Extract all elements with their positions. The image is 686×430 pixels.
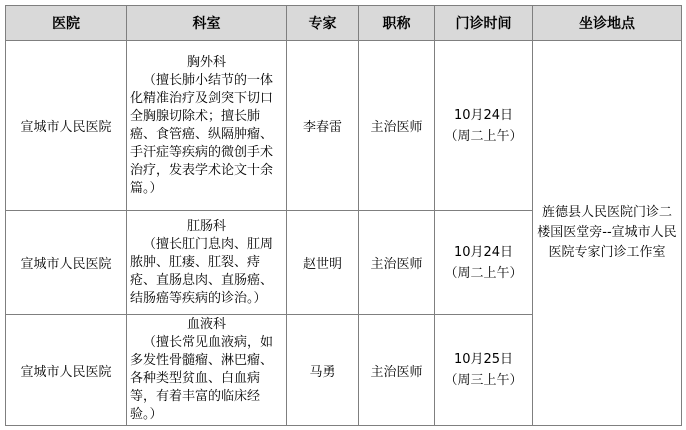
clinic-schedule-table [5,5,682,426]
title-cell: 主治医师 [359,315,435,426]
department-cell [127,41,287,211]
header-clinic-time: 门诊时间 [435,6,533,41]
hospital-cell: 宣城市人民医院 [6,315,127,426]
department-description: （擅长肛门息肉、肛周脓肿、肛瘘、肛裂、痔疮、直肠息肉、直肠癌、结肠癌等疾病的诊治。） [130,236,274,306]
clinic-time-cell [435,315,533,426]
title-cell: 主治医师 [359,41,435,211]
clinic-time-cell [435,211,533,315]
department-name: 胸外科 [186,54,226,70]
header-department: 科室 [127,6,287,41]
location-cell: 旌德县人民医院门诊二楼国医堂旁--宣城市人民医院专家门诊工作室 [533,41,682,426]
expert-cell: 李春雷 [287,41,359,211]
header-expert: 专家 [287,6,359,41]
header-location: 坐诊地点 [533,6,682,41]
clinic-time-cell [435,41,533,211]
department-name: 血液科 [186,317,226,332]
clinic-date: 10月24日 [453,244,514,260]
header-title: 职称 [359,6,435,41]
expert-cell: 马勇 [287,315,359,426]
table-row [6,41,682,211]
hospital-cell: 宣城市人民医院 [6,211,127,315]
department-description: （擅长肺小结节的一体化精准治疗及剑突下切口全胸腺切除术；擅长肺癌、食管癌、纵隔肿瘤、手汗症等疾病的微创手术治疗，发表学术论文十余篇。） [130,72,274,196]
clinic-date: 10月25日 [453,352,514,367]
department-cell [127,211,287,315]
clinic-date: 10月24日 [453,107,514,123]
table-header-row [6,6,682,41]
department-cell [127,315,287,426]
expert-cell: 赵世明 [287,211,359,315]
hospital-cell: 宣城市人民医院 [6,41,127,211]
header-hospital: 医院 [6,6,127,41]
title-cell: 主治医师 [359,211,435,315]
clinic-day: （周三上午） [444,373,523,388]
clinic-day: （周二上午） [444,128,523,144]
clinic-day: （周二上午） [444,265,523,281]
department-description: （擅长常见血液病，如多发性骨髓瘤、淋巴瘤、各种类型贫血、白血病等，有着丰富的临床经验。） [130,335,274,422]
department-name: 肛肠科 [186,218,226,234]
